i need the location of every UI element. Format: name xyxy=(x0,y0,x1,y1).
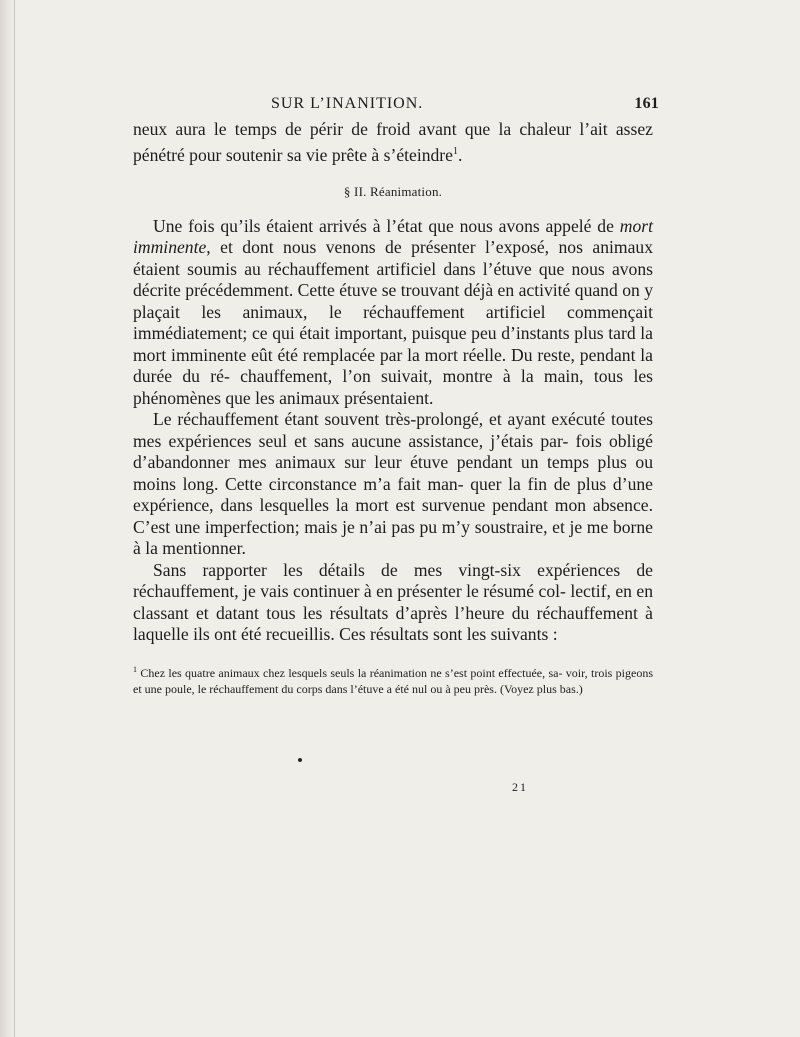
footnote xyxy=(133,662,653,697)
footnote-reference: 1 xyxy=(452,145,458,157)
footnote-mark: 1 xyxy=(133,664,137,674)
intro-paragraph-text: neux aura le temps de périr de froid avant que la chaleur l’ait assez pénétré pour soutenir sa vie prête à s’éteindre xyxy=(133,119,653,165)
page-content xyxy=(133,95,659,697)
emphasis-term: mort imminente xyxy=(133,215,653,258)
paragraph-experiments: Le réchauffement étant souvent très-prolongé, et ayant exécuté toutes mes expériences seul et sans aucune assistance, j’étais par- fois obligé d’abandonner mes animaux sur leur étuve pendant un temps plus ou moins long. Cette circonstance m’a fait man- quer la fin de plus d’une expérience, dans lesquelles la mort est survenue pendant mon absence. C’est une imperfection; mais je n’ai pas pu m’y soustraire, et je me borne à la mentionner. xyxy=(133,409,653,559)
ink-speck xyxy=(298,758,302,762)
running-header xyxy=(133,95,659,119)
page-fold-line xyxy=(14,0,15,1037)
section-heading: § II. Réanimation. xyxy=(343,183,443,199)
paragraph-summary: Sans rapporter les détails de mes vingt-six expériences de réchauffement, je vais continuer à en présenter le résumé col- lectif, en en classant et datant tous les résultats d’après l’heure du réchauffement à laquelle ils ont été recueillis. Ces résultats sont les suivants : xyxy=(133,559,653,645)
main-text xyxy=(133,119,653,697)
intro-paragraph-end: . xyxy=(457,144,463,165)
printer-signature: 21 xyxy=(512,780,528,794)
paragraph-reanimation xyxy=(133,216,653,410)
intro-paragraph xyxy=(133,119,653,166)
paragraph-reanimation-start: Une fois qu’ils étaient arrivés à l’état que nous avons appelé de xyxy=(153,215,620,236)
page-number: 161 xyxy=(634,95,659,112)
footnote-text: Chez les quatre animaux chez lesquels seuls la réanimation ne s’est point effectuée, sa- voir, trois pigeons et une poule, le réchauffement du corps dans l’étuve a été nul ou à peu près. (Voyez plus bas.) xyxy=(133,665,654,696)
page-edge-shadow xyxy=(0,0,14,1037)
header-title: SUR L’INANITION. xyxy=(271,95,424,112)
paragraph-reanimation-end: , et dont nous venons de présenter l’exposé, nos animaux étaient soumis au réchauffement artificiel dans l’étuve que nous avons décrite précédemment. Cette étuve se trouvant déjà en activité quand on y plaçait les animaux, le réchauffement artificiel commençait immédiatement; ce qui était important, puisque peu d’instants plus tard la mort imminente eût été remplacée par la mort réelle. Du reste, pendant la durée du ré- chauffement, l’on suivait, montre à la main, tous les phénomènes que les animaux présentaient. xyxy=(133,237,653,408)
